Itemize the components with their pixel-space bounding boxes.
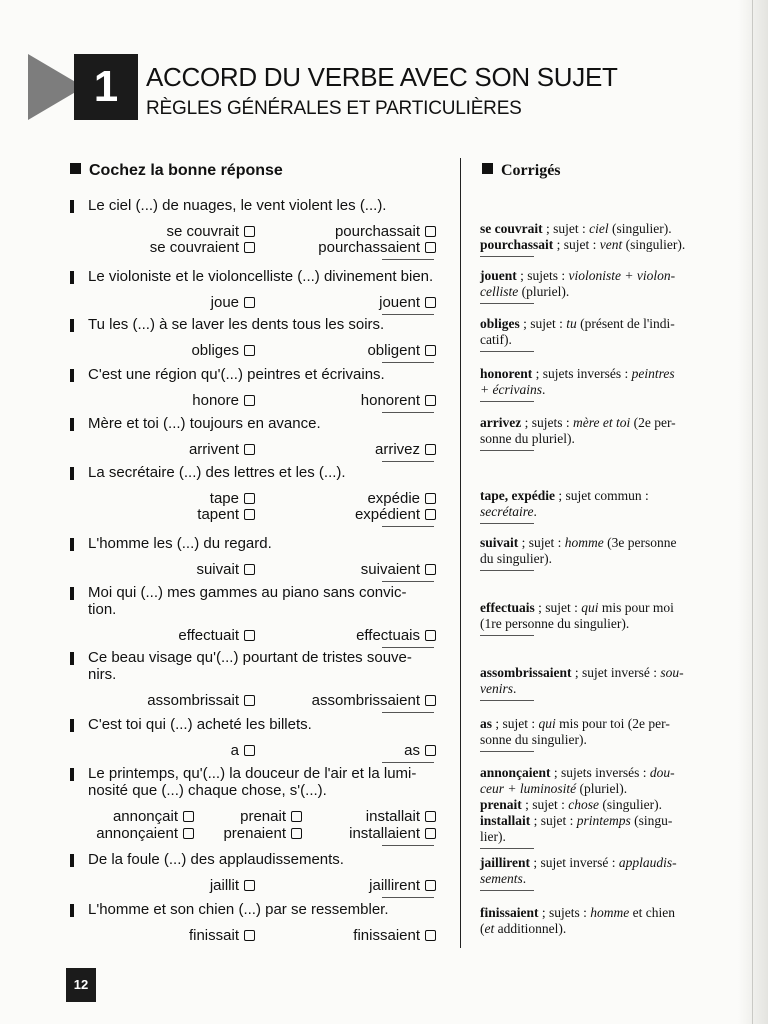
answer-option[interactable] bbox=[211, 294, 255, 312]
answer-option[interactable] bbox=[189, 441, 255, 459]
answer-option-label: honorent bbox=[360, 392, 420, 409]
answer-option-label: assombrissait bbox=[147, 692, 239, 709]
answer-option[interactable] bbox=[192, 392, 255, 410]
answer-checkbox[interactable] bbox=[183, 828, 194, 839]
answer-note: additionnel). bbox=[494, 921, 567, 936]
answer-option[interactable] bbox=[210, 877, 255, 895]
question-text: Le violoniste et le violoncelliste (...) divinement bien. bbox=[88, 268, 434, 285]
answer-note: ; sujet : bbox=[521, 797, 569, 812]
answer-note: ; sujet : bbox=[492, 716, 539, 731]
answer-verb: jaillirent bbox=[480, 855, 530, 870]
answer-checkbox[interactable] bbox=[425, 509, 436, 520]
answer-subject: tu bbox=[566, 316, 577, 331]
answer-verb: assombrissaient bbox=[480, 665, 572, 680]
answer-checkbox[interactable] bbox=[244, 630, 255, 641]
answer-option-label: prenait bbox=[240, 808, 286, 825]
answer-line bbox=[480, 415, 676, 431]
question-separator bbox=[382, 526, 434, 527]
question-separator bbox=[382, 412, 434, 413]
answer-option[interactable] bbox=[375, 441, 436, 459]
answer-note: ; sujet commun : bbox=[555, 488, 649, 503]
answer-checkbox[interactable] bbox=[425, 811, 436, 822]
answer-line bbox=[480, 732, 587, 748]
question-bullet-icon bbox=[70, 467, 74, 480]
answer-option[interactable] bbox=[147, 692, 255, 710]
answer-subject: printemps bbox=[576, 813, 631, 828]
question-text: De la foule (...) des applaudissements. bbox=[88, 851, 344, 868]
answer-option[interactable] bbox=[178, 627, 255, 645]
question-text: Le printemps, qu'(...) la douceur de l'air et la lumi- bbox=[88, 765, 417, 782]
answer-option-label: as bbox=[404, 742, 420, 759]
answer-checkbox[interactable] bbox=[425, 564, 436, 575]
answer-separator bbox=[480, 303, 534, 304]
answer-option[interactable] bbox=[379, 294, 436, 312]
answer-option-label: expédie bbox=[367, 490, 420, 507]
question-separator bbox=[382, 581, 434, 582]
answer-option-label: expédient bbox=[354, 506, 420, 523]
answer-subject: celliste bbox=[480, 284, 519, 299]
answer-checkbox[interactable] bbox=[244, 930, 255, 941]
answer-option[interactable] bbox=[353, 927, 436, 945]
question-text: L'homme et son chien (...) par se ressembler. bbox=[88, 901, 389, 918]
answer-note: (1re personne du singulier). bbox=[480, 616, 630, 631]
answer-verb: annonçaient bbox=[480, 765, 551, 780]
answer-separator bbox=[480, 450, 534, 451]
answer-note: ; sujet : bbox=[519, 316, 567, 331]
answer-option-label: annonçait bbox=[112, 808, 178, 825]
answer-option[interactable] bbox=[150, 239, 255, 257]
answer-note: (singulier). bbox=[599, 797, 663, 812]
answer-option[interactable] bbox=[318, 239, 436, 257]
answer-option[interactable] bbox=[223, 825, 302, 843]
answer-verb: se couvrait bbox=[480, 221, 543, 236]
answer-subject: qui bbox=[538, 716, 556, 731]
question-text: Mère et toi (...) toujours en avance. bbox=[88, 415, 321, 432]
answer-option[interactable] bbox=[196, 561, 255, 579]
answer-option-label: obliges bbox=[191, 342, 239, 359]
question-bullet-icon bbox=[70, 369, 74, 382]
question-bullet-icon bbox=[70, 271, 74, 284]
answer-checkbox[interactable] bbox=[425, 226, 436, 237]
chapter-number: 1 bbox=[74, 54, 138, 120]
answer-line bbox=[480, 665, 684, 681]
answer-note: sonne du pluriel). bbox=[480, 431, 575, 446]
question-text: La secrétaire (...) des lettres et les (...). bbox=[88, 464, 346, 481]
page-edge-line bbox=[752, 0, 753, 1024]
answer-subject: sements bbox=[480, 871, 523, 886]
answer-checkbox[interactable] bbox=[425, 493, 436, 504]
answer-subject: ceur + luminosité bbox=[480, 781, 577, 796]
answer-subject: vent bbox=[599, 237, 623, 252]
answer-option-label: se couvrait bbox=[166, 223, 239, 240]
answer-subject: qui bbox=[581, 600, 599, 615]
question-text: C'est toi qui (...) acheté les billets. bbox=[88, 716, 312, 733]
answer-separator bbox=[480, 351, 534, 352]
answer-option-label: pourchassaient bbox=[318, 239, 420, 256]
answer-option-label: prenaient bbox=[223, 825, 286, 842]
answer-option-label: annonçaient bbox=[96, 825, 178, 842]
answer-line bbox=[480, 797, 662, 813]
answer-option-label: jaillit bbox=[209, 877, 239, 894]
answer-separator bbox=[480, 635, 534, 636]
answer-note: mis pour moi bbox=[598, 600, 674, 615]
question-separator bbox=[382, 461, 434, 462]
answer-checkbox[interactable] bbox=[291, 828, 302, 839]
answer-subject: homme bbox=[564, 535, 604, 550]
question-bullet-icon bbox=[70, 418, 74, 431]
answer-option[interactable] bbox=[96, 825, 194, 843]
answer-checkbox[interactable] bbox=[425, 828, 436, 839]
answer-note: (pluriel). bbox=[518, 284, 570, 299]
answer-note: ; sujets inversés : bbox=[532, 366, 632, 381]
answer-checkbox[interactable] bbox=[244, 395, 255, 406]
answer-option[interactable] bbox=[113, 808, 194, 826]
answer-note: (3e personne bbox=[603, 535, 677, 550]
answer-option-label: effectuais bbox=[356, 627, 420, 644]
answer-note: (singu- bbox=[630, 813, 673, 828]
answer-line bbox=[480, 551, 552, 567]
answer-checkbox[interactable] bbox=[425, 345, 436, 356]
answer-note: ; sujets : bbox=[538, 905, 591, 920]
answer-option-label: jaillirent bbox=[369, 877, 420, 894]
answer-checkbox[interactable] bbox=[244, 444, 255, 455]
answer-checkbox[interactable] bbox=[244, 695, 255, 706]
answer-option-label: obligent bbox=[367, 342, 420, 359]
answer-verb: tape, expédie bbox=[480, 488, 555, 503]
answer-option[interactable] bbox=[231, 742, 255, 760]
question-bullet-icon bbox=[70, 200, 74, 213]
answer-line bbox=[480, 616, 629, 632]
answer-line bbox=[480, 431, 575, 447]
answer-note: et chien bbox=[629, 905, 676, 920]
answer-note: lier). bbox=[480, 829, 506, 844]
answer-option-label: honore bbox=[192, 392, 239, 409]
answer-line bbox=[480, 871, 526, 887]
question-bullet-icon bbox=[70, 587, 74, 600]
answer-verb: as bbox=[480, 716, 493, 731]
answer-option-label: joue bbox=[210, 294, 239, 311]
answer-note: (pluriel). bbox=[576, 781, 628, 796]
answer-checkbox[interactable] bbox=[244, 880, 255, 891]
question-text: Moi qui (...) mes gammes au piano sans convic- bbox=[88, 584, 407, 601]
answer-note: ; sujet : bbox=[530, 813, 577, 828]
answer-note: ; sujets inversés : bbox=[550, 765, 650, 780]
answer-checkbox[interactable] bbox=[244, 297, 255, 308]
answer-verb: jouent bbox=[480, 268, 517, 283]
answer-option[interactable] bbox=[369, 877, 436, 895]
answer-line bbox=[480, 600, 674, 616]
question-bullet-icon bbox=[70, 538, 74, 551]
answer-option-label: finissaient bbox=[353, 927, 420, 944]
answer-checkbox[interactable] bbox=[244, 509, 255, 520]
answer-subject: + écrivains bbox=[480, 382, 542, 397]
answer-subject: mère et toi bbox=[572, 415, 631, 430]
answer-note: ; sujet : bbox=[553, 237, 600, 252]
answer-checkbox[interactable] bbox=[425, 395, 436, 406]
question-bullet-icon bbox=[70, 854, 74, 867]
answer-note: catif). bbox=[480, 332, 512, 347]
page-edge-shadow bbox=[738, 0, 768, 1024]
answer-option-label: suivait bbox=[196, 561, 239, 578]
answer-checkbox[interactable] bbox=[425, 695, 436, 706]
answer-option-label: a bbox=[230, 742, 239, 759]
answer-option-label: suivaient bbox=[360, 561, 420, 578]
answer-line bbox=[480, 813, 672, 829]
answer-checkbox[interactable] bbox=[425, 880, 436, 891]
answer-checkbox[interactable] bbox=[425, 242, 436, 253]
question-separator bbox=[382, 845, 434, 846]
answer-option[interactable] bbox=[404, 742, 436, 760]
answer-checkbox[interactable] bbox=[244, 242, 255, 253]
question-bullet-icon bbox=[70, 904, 74, 917]
answer-checkbox[interactable] bbox=[291, 811, 302, 822]
answer-option[interactable] bbox=[361, 392, 436, 410]
answer-separator bbox=[480, 848, 534, 849]
answer-subject: secrétaire bbox=[480, 504, 534, 519]
answers-heading-text: Corrigés bbox=[501, 162, 561, 179]
answer-line bbox=[480, 855, 677, 871]
answer-option-label: pourchassait bbox=[334, 223, 420, 240]
answer-checkbox[interactable] bbox=[244, 226, 255, 237]
answer-verb: suivait bbox=[480, 535, 519, 550]
answer-line bbox=[480, 829, 506, 845]
answer-separator bbox=[480, 570, 534, 571]
answer-verb: installait bbox=[480, 813, 531, 828]
answer-line bbox=[480, 716, 670, 732]
square-bullet-icon bbox=[482, 163, 493, 174]
answer-note: ; sujet : bbox=[534, 600, 582, 615]
answer-note: ; sujet : bbox=[518, 535, 565, 550]
question-separator bbox=[382, 362, 434, 363]
answer-line bbox=[480, 268, 675, 284]
answer-note: du singulier). bbox=[480, 551, 552, 566]
question-bullet-icon bbox=[70, 319, 74, 332]
answer-line bbox=[480, 535, 677, 551]
chapter-title: ACCORD DU VERBE AVEC SON SUJET bbox=[146, 62, 618, 92]
answer-verb: prenait bbox=[480, 797, 522, 812]
answer-note: mis pour toi (2e per- bbox=[555, 716, 670, 731]
answer-option-label: se couvraient bbox=[149, 239, 239, 256]
answer-separator bbox=[480, 890, 534, 891]
answer-line bbox=[480, 382, 545, 398]
answer-option[interactable] bbox=[197, 506, 255, 524]
answer-line bbox=[480, 366, 675, 382]
answer-option-label: effectuait bbox=[178, 627, 239, 644]
answer-line bbox=[480, 332, 512, 348]
question-text: tion. bbox=[88, 601, 117, 618]
answer-separator bbox=[480, 751, 534, 752]
answer-subject: violoniste + violon- bbox=[568, 268, 676, 283]
answer-option[interactable] bbox=[312, 692, 436, 710]
question-text: nirs. bbox=[88, 666, 117, 683]
answer-checkbox[interactable] bbox=[425, 297, 436, 308]
column-divider bbox=[460, 158, 461, 948]
answer-option-label: assombrissaient bbox=[311, 692, 420, 709]
answer-note: (2e per- bbox=[630, 415, 676, 430]
answer-checkbox[interactable] bbox=[425, 444, 436, 455]
answer-line bbox=[480, 221, 672, 237]
answer-separator bbox=[480, 401, 534, 402]
answer-checkbox[interactable] bbox=[244, 493, 255, 504]
answer-option[interactable] bbox=[367, 342, 436, 360]
question-text: nosité que (...) chaque chose, s'(...). bbox=[88, 782, 327, 799]
answer-option-label: installait bbox=[365, 808, 420, 825]
answer-option-label: installaient bbox=[349, 825, 420, 842]
answer-checkbox[interactable] bbox=[244, 745, 255, 756]
answer-checkbox[interactable] bbox=[244, 564, 255, 575]
answer-note: (singulier). bbox=[608, 221, 672, 236]
answer-note: (singulier). bbox=[622, 237, 686, 252]
answer-option[interactable] bbox=[240, 808, 302, 826]
answer-subject: sou- bbox=[660, 665, 684, 680]
answer-subject: venirs bbox=[480, 681, 513, 696]
answer-verb: effectuais bbox=[480, 600, 535, 615]
answer-verb: finissaient bbox=[480, 905, 539, 920]
answer-note: ( bbox=[480, 921, 485, 936]
answer-subject: dou- bbox=[649, 765, 675, 780]
answer-checkbox[interactable] bbox=[425, 745, 436, 756]
question-separator bbox=[382, 897, 434, 898]
answer-line bbox=[480, 237, 685, 253]
answer-line bbox=[480, 316, 675, 332]
answer-line bbox=[480, 921, 566, 937]
chapter-subtitle: RÈGLES GÉNÉRALES ET PARTICULIÈRES bbox=[146, 98, 522, 119]
question-separator bbox=[382, 259, 434, 260]
answer-line bbox=[480, 488, 649, 504]
answer-line bbox=[480, 284, 569, 300]
answer-verb: obliges bbox=[480, 316, 520, 331]
question-text: L'homme les (...) du regard. bbox=[88, 535, 272, 552]
answer-line bbox=[480, 504, 537, 520]
answer-checkbox[interactable] bbox=[425, 930, 436, 941]
answer-note: . bbox=[541, 382, 546, 397]
answer-subject: applaudis- bbox=[618, 855, 677, 870]
answer-line bbox=[480, 781, 627, 797]
answer-option[interactable] bbox=[361, 561, 436, 579]
question-text: Tu les (...) à se laver les dents tous les soirs. bbox=[88, 316, 385, 333]
answer-option-label: finissait bbox=[188, 927, 239, 944]
answer-option-label: jouent bbox=[379, 294, 420, 311]
question-separator bbox=[382, 314, 434, 315]
answer-note: . bbox=[513, 681, 517, 696]
answer-option[interactable] bbox=[356, 627, 436, 645]
page-number: 12 bbox=[66, 968, 96, 1002]
square-bullet-icon bbox=[70, 163, 81, 174]
answer-note: . bbox=[533, 504, 537, 519]
answer-subject: chose bbox=[568, 797, 600, 812]
question-text: Le ciel (...) de nuages, le vent violent les (...). bbox=[88, 197, 387, 214]
answer-checkbox[interactable] bbox=[244, 345, 255, 356]
answer-note: sonne du singulier). bbox=[480, 732, 587, 747]
answer-subject: et bbox=[484, 921, 495, 936]
question-bullet-icon bbox=[70, 768, 74, 781]
question-separator bbox=[382, 762, 434, 763]
answer-subject: homme bbox=[590, 905, 630, 920]
answer-line bbox=[480, 681, 516, 697]
question-text: Ce beau visage qu'(...) pourtant de tristes souve- bbox=[88, 649, 412, 666]
answer-note: ; sujets : bbox=[516, 268, 569, 283]
answer-note: ; sujet inversé : bbox=[571, 665, 661, 680]
answer-checkbox[interactable] bbox=[425, 630, 436, 641]
answer-option[interactable] bbox=[366, 808, 436, 826]
answer-option[interactable] bbox=[355, 506, 436, 524]
question-text: C'est une région qu'(...) peintres et écrivains. bbox=[88, 366, 385, 383]
answer-note: ; sujets : bbox=[521, 415, 573, 430]
question-separator bbox=[382, 647, 434, 648]
answer-option[interactable] bbox=[189, 927, 255, 945]
answer-checkbox[interactable] bbox=[183, 811, 194, 822]
answer-line bbox=[480, 905, 675, 921]
answer-note: ; sujet : bbox=[542, 221, 590, 236]
answer-option-label: tapent bbox=[197, 506, 239, 523]
answer-line bbox=[480, 765, 675, 781]
exercise-heading bbox=[70, 162, 283, 180]
answer-separator bbox=[480, 523, 534, 524]
question-bullet-icon bbox=[70, 652, 74, 665]
answer-subject: ciel bbox=[589, 221, 609, 236]
answer-verb: arrivez bbox=[480, 415, 522, 430]
answer-separator bbox=[480, 256, 534, 257]
question-separator bbox=[382, 712, 434, 713]
answer-option-label: arrivez bbox=[374, 441, 420, 458]
answer-note: (présent de l'indi- bbox=[576, 316, 675, 331]
answer-separator bbox=[480, 700, 534, 701]
answer-verb: pourchassait bbox=[480, 237, 554, 252]
answer-option[interactable] bbox=[349, 825, 436, 843]
exercise-heading-text: Cochez la bonne réponse bbox=[89, 162, 283, 179]
answers-heading bbox=[482, 162, 561, 180]
answer-note: ; sujet inversé : bbox=[530, 855, 619, 870]
answer-option-label: arrivent bbox=[188, 441, 239, 458]
question-bullet-icon bbox=[70, 719, 74, 732]
answer-option[interactable] bbox=[191, 342, 255, 360]
answer-subject: peintres bbox=[631, 366, 675, 381]
answer-option-label: tape bbox=[209, 490, 239, 507]
answer-verb: honorent bbox=[480, 366, 533, 381]
answer-note: . bbox=[522, 871, 527, 886]
